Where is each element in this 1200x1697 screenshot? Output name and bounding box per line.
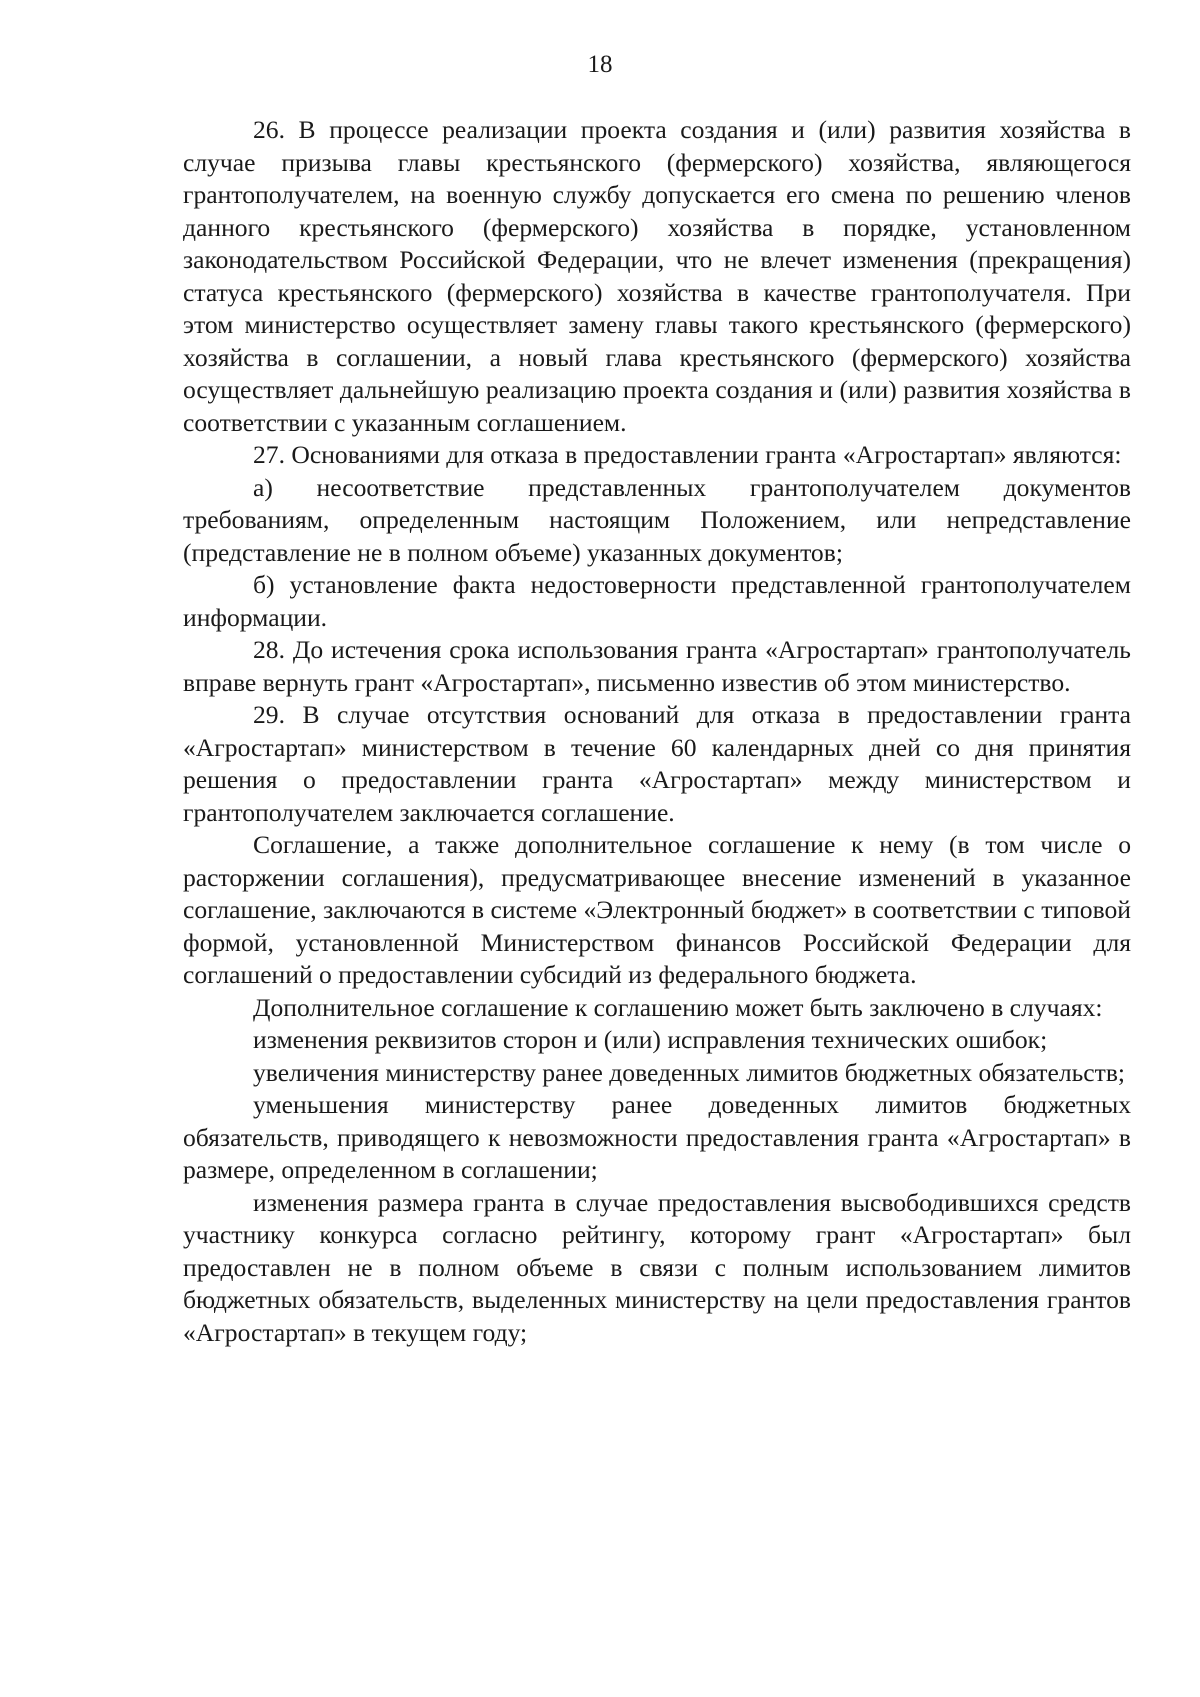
paragraph-28: 28. До истечения срока использования гранта «Агростартап» грантополучатель вправе вернуть грант «Агростартап», письменно известив об этом министерство. xyxy=(183,635,1131,697)
list-item-requisites: изменения реквизитов сторон и (или) исправления технических ошибок; xyxy=(253,1025,1048,1054)
list-item-grant-size-change: изменения размера гранта в случае предоставления высвободившихся средств участнику конкурса согласно рейтингу, которому грант «Агростартап» был предоставлен не в полном объеме в связи с полным использованием лимитов бюджетных обязательств, выделенных министерству на цели предоставления грантов «Агростартап» в текущем году; xyxy=(183,1187,1131,1347)
paragraph-27: 27. Основаниями для отказа в предоставлении гранта «Агростартап» являются: xyxy=(253,440,1122,469)
paragraph-27-a: а) несоответствие представленных грантополучателем документов требованиям, определенным настоящим Положением, или непредставление (представление не в полном объеме) указанных документов; xyxy=(183,472,1131,567)
document-body xyxy=(183,114,1131,1349)
paragraph-additional-agreement: Дополнительное соглашение к соглашению может быть заключено в случаях: xyxy=(253,992,1103,1022)
paragraph-26: 26. В процессе реализации проекта создания и (или) развития хозяйства в случае призыва главы крестьянского (фермерского) хозяйства, являющегося грантополучателем, на военную службу допускается его смена по решению членов данного крестьянского (фермерского) хозяйства в порядке, установленном законодательством Российской Федерации, что не влечет изменения (прекращения) статуса крестьянского (фермерского) хозяйства в качестве грантополучателя. При этом министерство осуществляет замену главы такого крестьянского (фермерского) хозяйства в соглашении, а новый глава крестьянского (фермерского) хозяйства осуществляет дальнейшую реализацию проекта создания и (или) развития хозяйства в соответствии с указанным соглашением. xyxy=(183,115,1131,437)
page-number: 18 xyxy=(587,51,613,78)
list-item-limit-increase: увеличения министерству ранее доведенных лимитов бюджетных обязательств; xyxy=(253,1057,1126,1087)
list-item-limit-decrease: уменьшения министерству ранее доведенных лимитов бюджетных обязательств, приводящего к невозможности предоставления гранта «Агростартап» в размере, определенном в соглашении; xyxy=(183,1090,1131,1184)
paragraph-29: 29. В случае отсутствия оснований для отказа в предоставлении гранта «Агростартап» министерством в течение 60 календарных дней со дня принятия решения о предоставлении гранта «Агростартап» между министерством и грантополучателем заключается соглашение. xyxy=(183,700,1131,827)
paragraph-27-b: б) установление факта недостоверности представленной грантополучателем информации. xyxy=(183,570,1131,632)
paragraph-agreement: Соглашение, а также дополнительное соглашение к нему (в том числе о расторжении соглашения), предусматривающее внесение изменений в указанное соглашение, заключаются в системе «Электронный бюджет» в соответствии с типовой формой, установленной Министерством финансов Российской Федерации для соглашений о предоставлении субсидий из федерального бюджета. xyxy=(183,830,1131,989)
